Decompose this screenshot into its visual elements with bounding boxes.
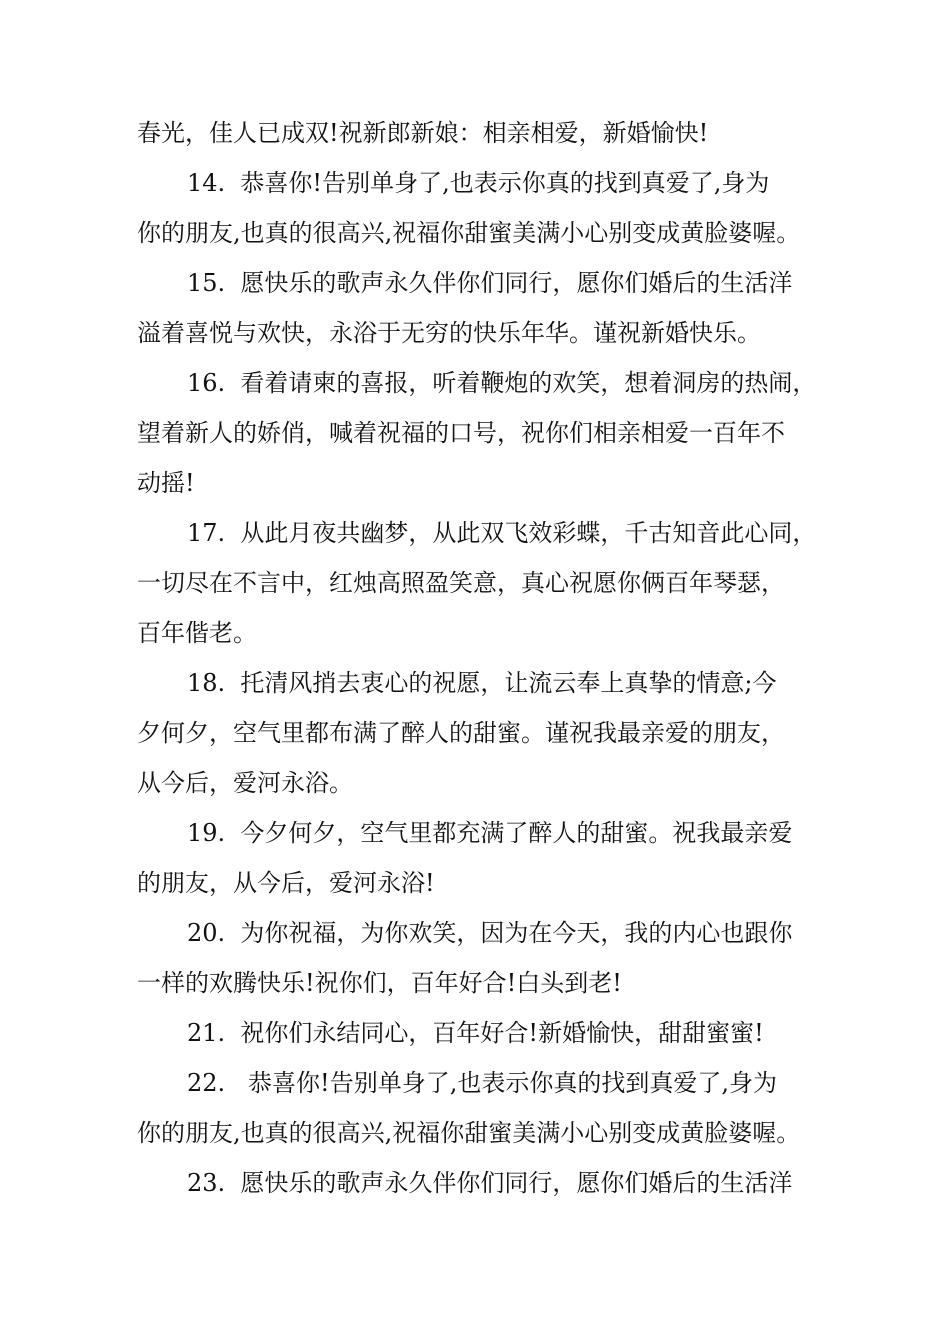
text-line: 22. 恭喜你!告别单身了,也表示你真的找到真爱了,身为 [187, 1069, 777, 1097]
text-line: 21. 祝你们永结同心，百年好合!新婚愉快，甜甜蜜蜜! [187, 1019, 764, 1047]
text-line: 14. 恭喜你!告别单身了,也表示你真的找到真爱了,身为 [187, 169, 770, 197]
text-line: 望着新人的娇俏，喊着祝福的口号，祝你们相亲相爱一百年不 [137, 419, 785, 447]
text-line: 夕何夕，空气里都布满了醉人的甜蜜。谨祝我最亲爱的朋友， [137, 719, 785, 747]
text-line: 你的朋友,也真的很高兴,祝福你甜蜜美满小心别变成黄脸婆喔。 [137, 1119, 801, 1147]
text-line: 一切尽在不言中，红烛高照盈笑意，真心祝愿你俩百年琴瑟， [137, 569, 785, 597]
text-line: 溢着喜悦与欢快，永浴于无穷的快乐年华。谨祝新婚快乐。 [137, 319, 761, 347]
text-line: 20. 为你祝福，为你欢笑，因为在今天，我的内心也跟你 [187, 919, 793, 947]
text-line: 18. 托清风捎去衷心的祝愿，让流云奉上真挚的情意;今 [187, 669, 777, 697]
text-line: 16. 看着请柬的喜报，听着鞭炮的欢笑，想着洞房的热闹， [187, 369, 817, 397]
text-line: 春光，佳人已成双!祝新郎新娘：相亲相爱，新婚愉快! [137, 119, 709, 147]
text-line: 动摇! [137, 469, 195, 497]
text-line: 一样的欢腾快乐!祝你们，百年好合!白头到老! [137, 969, 622, 997]
text-line: 你的朋友,也真的很高兴,祝福你甜蜜美满小心别变成黄脸婆喔。 [137, 219, 801, 247]
text-line: 17. 从此月夜共幽梦，从此双飞效彩蝶，千古知音此心同， [187, 519, 817, 547]
text-line: 15. 愿快乐的歌声永久伴你们同行，愿你们婚后的生活洋 [187, 269, 793, 297]
text-line: 19. 今夕何夕，空气里都充满了醉人的甜蜜。祝我最亲爱 [187, 819, 793, 847]
text-line: 从今后，爱河永浴。 [137, 769, 353, 797]
body-text [137, 108, 857, 1208]
text-line: 23. 愿快乐的歌声永久伴你们同行，愿你们婚后的生活洋 [187, 1169, 793, 1197]
text-line: 的朋友，从今后，爱河永浴! [137, 869, 435, 897]
text-line: 百年偕老。 [137, 619, 257, 647]
